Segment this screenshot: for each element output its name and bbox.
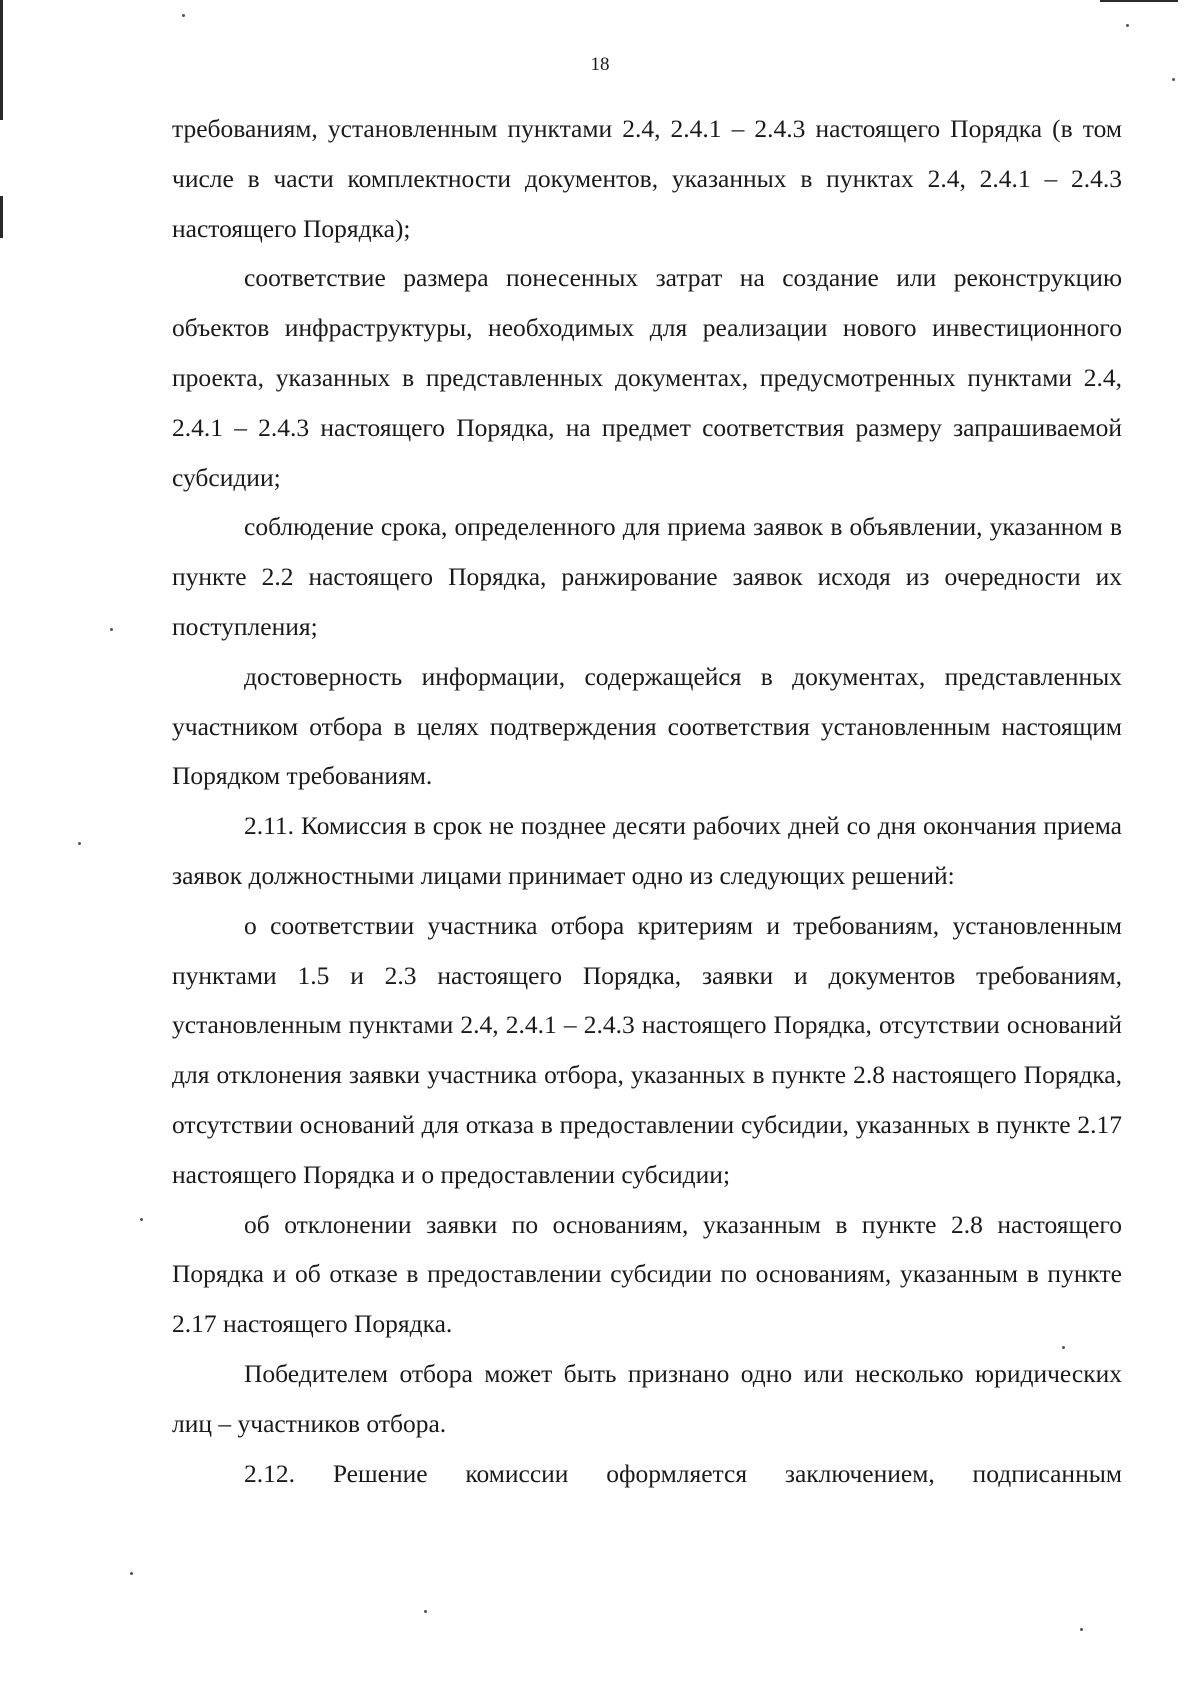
- paragraph: об отклонении заявки по основаниям, указанным в пункте 2.8 настоящего Порядка и об отказе в предоставлении субсидии по основаниям, указанным в пункте 2.17 настоящего Порядка.: [172, 1209, 1122, 1339]
- paragraph: 2.12. Решение комиссии оформляется заключением, подписанным: [244, 1458, 1122, 1488]
- scan-speck: [1172, 78, 1175, 81]
- scan-speck: [130, 1572, 133, 1575]
- scan-edge-mark: [1100, 0, 1178, 2]
- scan-speck: [78, 842, 81, 845]
- paragraph: о соответствии участника отбора критериям и требованиям, установленным пунктами 1.5 и 2.3 настоящего Порядка, заявки и документов требованиям, установленным пунктами 2.4, 2.4.1 – 2.4.3 настоящего Порядка, отсутствии оснований для отклонения заявки участника отбора, указанных в пункте 2.8 настоящего Порядка, отсутствии оснований для отказа в предоставлении субсидии, указанных в пункте 2.17 настоящего Порядка и о предоставлении субсидии;: [172, 910, 1122, 1189]
- document-body: [172, 104, 1122, 1498]
- scan-speck: [1080, 1628, 1083, 1631]
- paragraph: соблюдение срока, определенного для приема заявок в объявлении, указанном в пункте 2.2 настоящего Порядка, ранжирование заявок исходя из очередности их поступления;: [172, 512, 1122, 641]
- paragraph: Победителем отбора может быть признано одно или несколько юридических лиц – участников отбора.: [172, 1358, 1122, 1438]
- paragraph: требованиям, установленным пунктами 2.4, 2.4.1 – 2.4.3 настоящего Порядка (в том числе в части комплектности документов, указанных в пунктах 2.4, 2.4.1 – 2.4.3 настоящего Порядка);: [172, 114, 1122, 243]
- paragraph: соответствие размера понесенных затрат на создание или реконструкцию объектов инфраструктуры, необходимых для реализации нового инвестиционного проекта, указанных в представленных документах, предусмотренных пунктами 2.4, 2.4.1 – 2.4.3 настоящего Порядка, на предмет соответствия размеру запрашиваемой субсидии;: [172, 263, 1122, 492]
- scan-speck: [424, 1610, 427, 1613]
- scan-speck: [182, 14, 185, 17]
- scan-speck: [110, 628, 113, 631]
- scan-speck: [1126, 24, 1129, 27]
- scan-edge-mark: [0, 196, 3, 238]
- paragraph: 2.11. Комиссия в срок не позднее десяти рабочих дней со дня окончания приема заявок должностными лицами принимает одно из следующих решений:: [172, 811, 1122, 890]
- paragraph: достоверность информации, содержащейся в документах, представленных участником отбора в целях подтверждения соответствия установленным настоящим Порядком требованиям.: [172, 661, 1122, 791]
- scan-speck: [140, 1218, 143, 1221]
- page-number: 18: [590, 54, 610, 75]
